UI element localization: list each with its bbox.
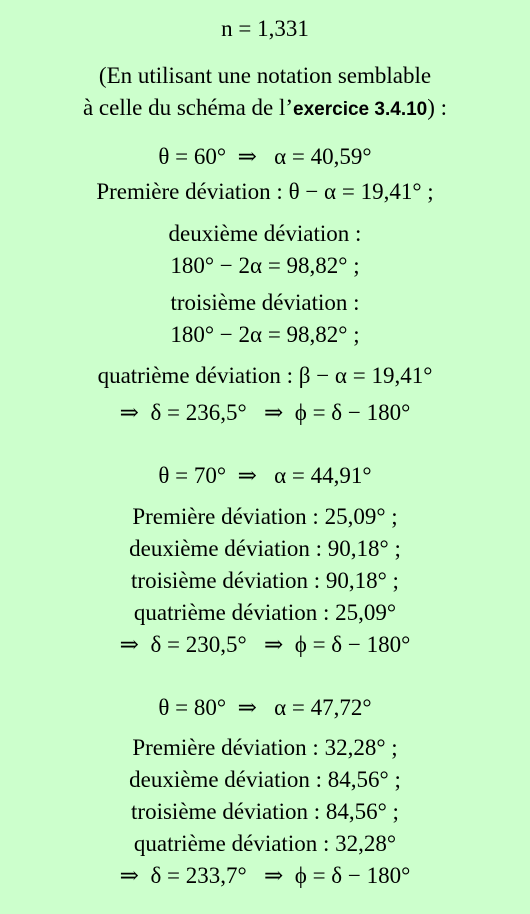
case-1-theta-line: θ = 60° ⇒ α = 40,59° (158, 144, 372, 169)
case-2-result-line: ⇒ δ = 230,5° ⇒ ϕ = δ − 180° (119, 632, 411, 657)
refractive-index-line: n = 1,331 (221, 16, 309, 41)
case-2-line-1: Première déviation : 25,09° ; (132, 504, 398, 529)
case-3-line-2: deuxième déviation : 84,56° ; (129, 767, 401, 792)
case-3-line-4: quatrième déviation : 32,28° (133, 831, 397, 856)
case-1-line-5: 180° − 2α = 98,82° ; (170, 322, 360, 347)
case-2-line-4: quatrième déviation : 25,09° (133, 600, 397, 625)
case-1-line-6: quatrième déviation : β − α = 19,41° (97, 363, 433, 388)
case-3-theta-line: θ = 80° ⇒ α = 47,72° (158, 695, 372, 720)
exercise-reference: exercice 3.4.10 (293, 99, 428, 120)
case-2-theta-line: θ = 70° ⇒ α = 44,91° (158, 463, 372, 488)
case-1-line-1: Première déviation : θ − α = 19,41° ; (96, 179, 434, 204)
case-2-line-3: troisième déviation : 90,18° ; (131, 568, 399, 593)
case-1-line-4: troisième déviation : (170, 290, 360, 315)
case-3-line-3: troisième déviation : 84,56° ; (131, 799, 399, 824)
case-1-line-2: deuxième déviation : (168, 221, 362, 246)
intro-line-1: (En utilisant une notation semblable (98, 63, 432, 88)
case-3-result-line: ⇒ δ = 233,7° ⇒ ϕ = δ − 180° (119, 863, 411, 888)
case-2-line-2: deuxième déviation : 90,18° ; (129, 536, 401, 561)
case-1-line-3: 180° − 2α = 98,82° ; (170, 253, 360, 278)
case-3-line-1: Première déviation : 32,28° ; (132, 735, 398, 760)
case-1-result-line: ⇒ δ = 236,5° ⇒ ϕ = δ − 180° (119, 400, 411, 425)
intro-line-2: à celle du schéma de l’exercice 3.4.10) : (82, 95, 448, 120)
